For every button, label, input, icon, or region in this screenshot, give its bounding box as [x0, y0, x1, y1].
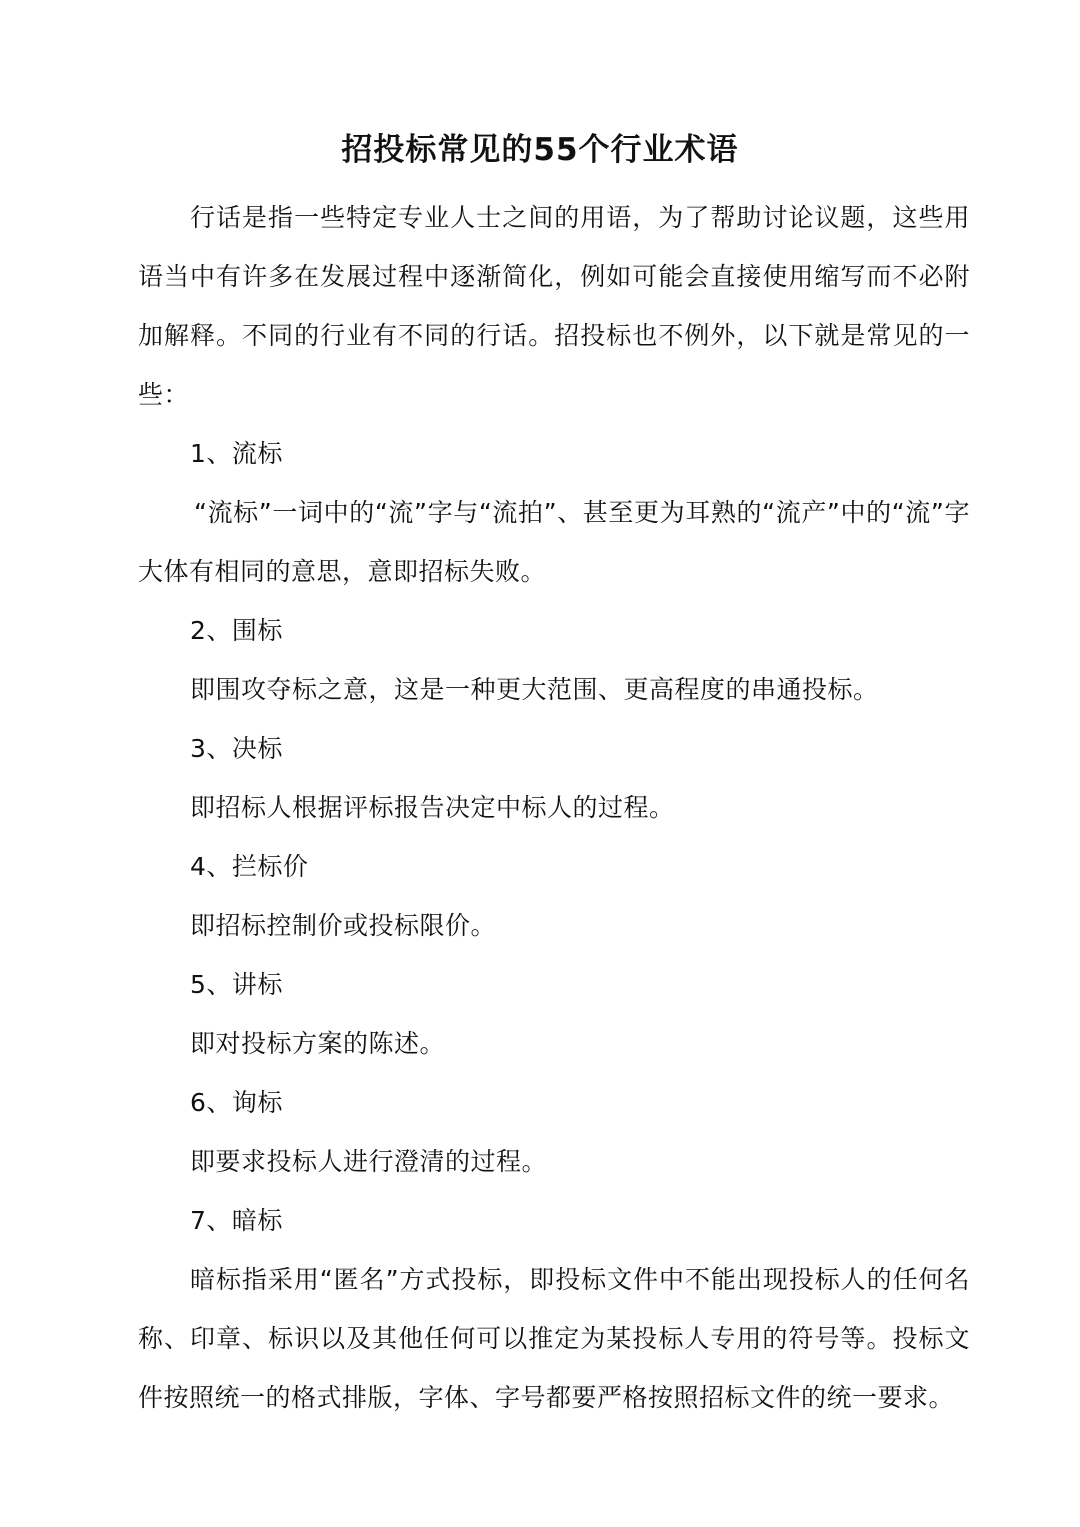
term-heading-6: 6、询标: [190, 1088, 283, 1117]
term-definition-3: 即招标人根据评标报告决定中标人的过程。: [190, 793, 675, 822]
term-definition-6: 即要求投标人进行澄清的过程。: [190, 1147, 548, 1176]
term-heading-1: 1、流标: [190, 439, 283, 468]
term-definition-1: “流标”一词中的“流”字与“流拍”、甚至更为耳熟的“流产”中的“流”字大体有相同的意思，意即招标失败。: [138, 498, 970, 586]
intro-paragraph: 行话是指一些特定专业人士之间的用语，为了帮助讨论议题，这些用语当中有许多在发展过程中逐渐简化，例如可能会直接使用缩写而不必附加解释。不同的行业有不同的行话。招投标也不例外，以下就是常见的一些：: [138, 203, 970, 409]
term-definition-4: 即招标控制价或投标限价。: [190, 911, 497, 940]
term-definition-7: 暗标指采用“匿名”方式投标，即投标文件中不能出现投标人的任何名称、印章、标识以及其他任何可以推定为某投标人专用的符号等。投标文件按照统一的格式排版，字体、字号都要严格按照招标文件的统一要求。: [138, 1265, 970, 1412]
document-body: [138, 188, 970, 1427]
term-definition-5: 即对投标方案的陈述。: [190, 1029, 446, 1058]
page-title: 招投标常见的55个行业术语: [341, 132, 739, 168]
term-definition-2: 即围攻夺标之意，这是一种更大范围、更高程度的串通投标。: [190, 675, 879, 704]
term-heading-3: 3、决标: [190, 734, 283, 763]
term-heading-4: 4、拦标价: [190, 852, 309, 881]
term-heading-2: 2、围标: [190, 616, 283, 645]
term-heading-7: 7、暗标: [190, 1206, 283, 1235]
term-heading-5: 5、讲标: [190, 970, 283, 999]
